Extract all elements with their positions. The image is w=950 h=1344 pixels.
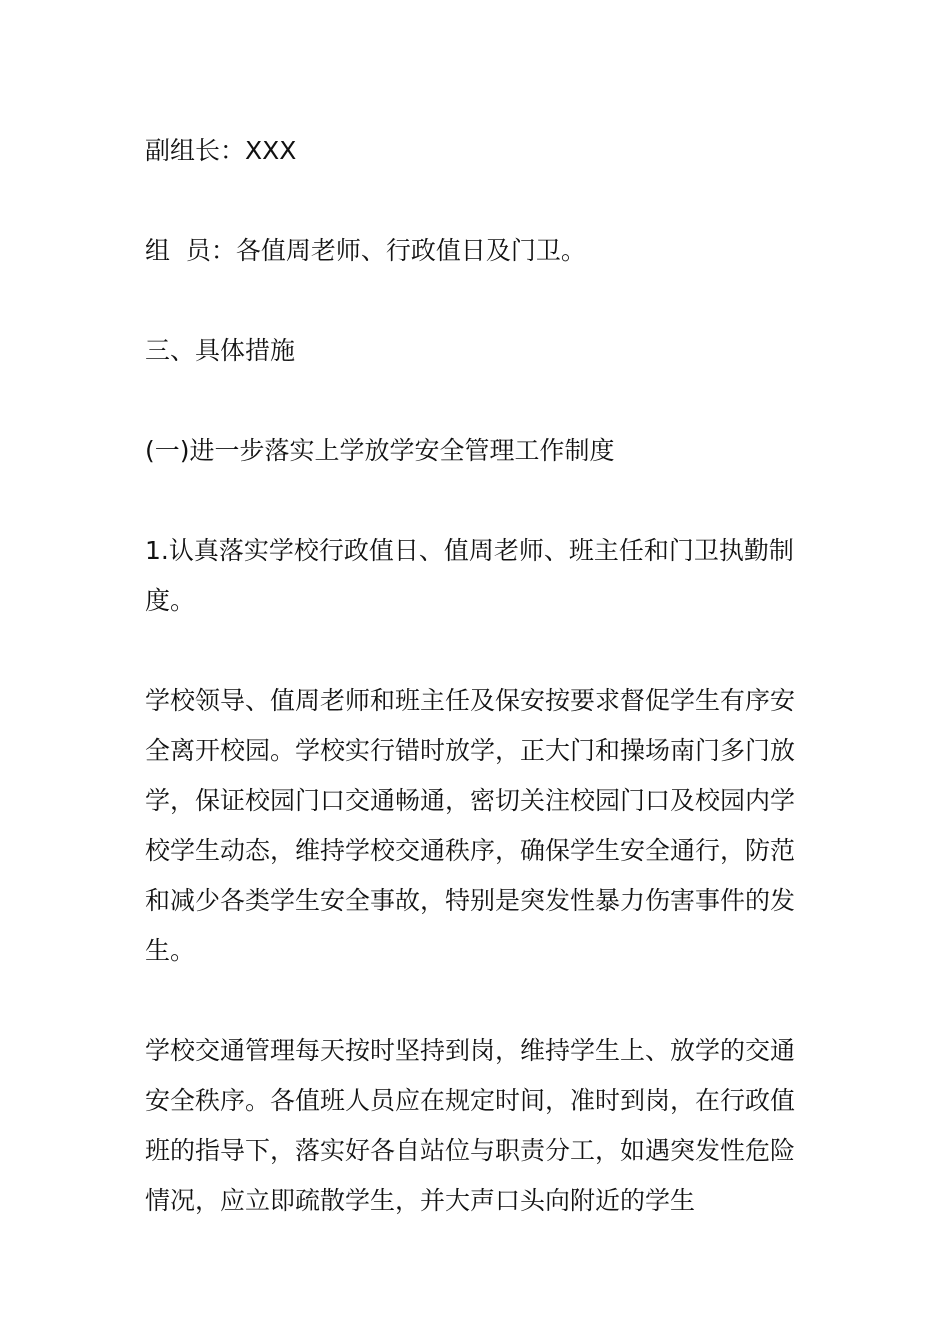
document-body <box>145 126 810 1276</box>
subsection-heading-1: (一)进一步落实上学放学安全管理工作制度 <box>145 436 615 465</box>
members-line: 组 员：各值周老师、行政值日及门卫。 <box>145 236 586 265</box>
deputy-leader-line: 副组长：XXX <box>145 136 297 165</box>
body-paragraph-1: 学校领导、值周老师和班主任及保安按要求督促学生有序安全离开校园。学校实行错时放学，正大门和操场南门多门放学，保证校园门口交通畅通，密切关注校园门口及校园内学校学生动态，维持学校交通秩序，确保学生安全通行，防范和减少各类学生安全事故，特别是突发性暴力伤害事件的发生。 <box>145 686 796 965</box>
item-1-paragraph: 1.认真落实学校行政值日、值周老师、班主任和门卫执勤制度。 <box>145 536 794 615</box>
section-heading-measures: 三、具体措施 <box>145 336 296 365</box>
body-paragraph-2: 学校交通管理每天按时坚持到岗，维持学生上、放学的交通安全秩序。各值班人员应在规定时间，准时到岗，在行政值班的指导下，落实好各自站位与职责分工，如遇突发性危险情况，应立即疏散学生，并大声口头向附近的学生 <box>145 1036 796 1215</box>
